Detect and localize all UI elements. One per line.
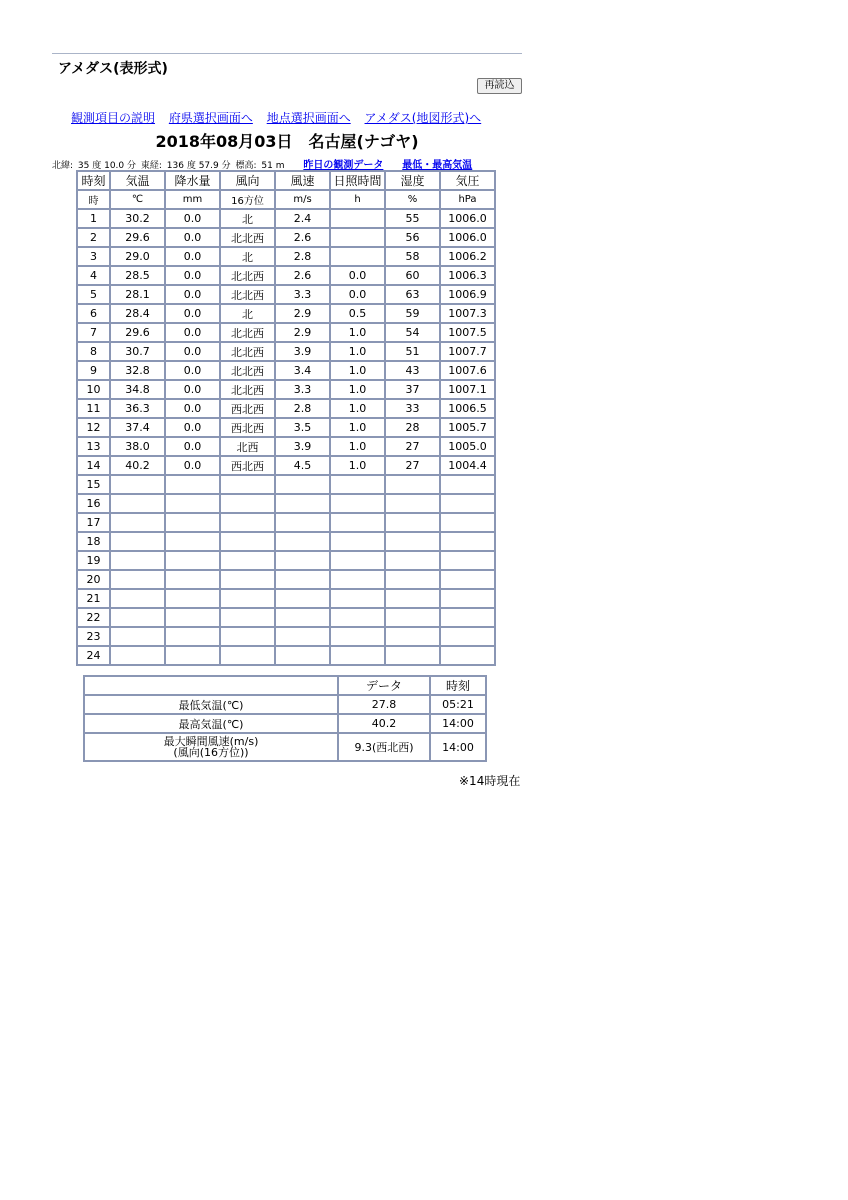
latitude-value: 35 度 10.0 分: [77, 161, 136, 171]
table-cell: [275, 494, 330, 513]
table-cell: 12: [77, 418, 110, 437]
table-cell: 1.0: [330, 437, 385, 456]
table-cell: 1007.1: [440, 380, 495, 399]
table-cell: 1006.9: [440, 285, 495, 304]
table-cell: 29.0: [110, 247, 165, 266]
summary-time: 14:00: [430, 714, 486, 733]
table-cell: 0.0: [165, 209, 220, 228]
table-cell: 40.2: [110, 456, 165, 475]
table-cell: 1.0: [330, 399, 385, 418]
table-cell: [220, 608, 275, 627]
table-cell: 63: [385, 285, 440, 304]
table-cell: 北: [220, 304, 275, 323]
table-cell: 北西: [220, 437, 275, 456]
table-cell: 1.0: [330, 323, 385, 342]
table-cell: 34.8: [110, 380, 165, 399]
table-cell: 22: [77, 608, 110, 627]
table-cell: [275, 646, 330, 665]
table-cell: [330, 646, 385, 665]
table-cell: 60: [385, 266, 440, 285]
table-cell: [165, 494, 220, 513]
table-cell: 1.0: [330, 380, 385, 399]
table-cell: 2.9: [275, 304, 330, 323]
table-cell: [220, 570, 275, 589]
table-cell: 3.9: [275, 342, 330, 361]
table-cell: 30.7: [110, 342, 165, 361]
table-cell: 北北西: [220, 342, 275, 361]
elevation-label: 標高:: [235, 161, 257, 171]
table-cell: 27: [385, 437, 440, 456]
table-cell: [110, 532, 165, 551]
summary-label: [84, 733, 338, 761]
table-cell: 55: [385, 209, 440, 228]
table-cell: [385, 589, 440, 608]
table-cell: [110, 646, 165, 665]
table-cell: 1006.2: [440, 247, 495, 266]
table-cell: 3.5: [275, 418, 330, 437]
table-cell: 14: [77, 456, 110, 475]
table-cell: 2.6: [275, 266, 330, 285]
table-cell: 28: [385, 418, 440, 437]
table-cell: 2: [77, 228, 110, 247]
table-cell: [440, 627, 495, 646]
table-row: [77, 209, 495, 228]
table-cell: [110, 627, 165, 646]
summary-row-min-temp: [84, 695, 486, 714]
summary-value: 9.3(西北西): [338, 733, 430, 761]
table-row: [77, 418, 495, 437]
table-cell: [275, 532, 330, 551]
table-cell: 1005.0: [440, 437, 495, 456]
table-cell: 30.2: [110, 209, 165, 228]
table-cell: [330, 589, 385, 608]
table-row: [77, 304, 495, 323]
table-cell: [220, 494, 275, 513]
table-cell: [385, 608, 440, 627]
table-cell: 1006.0: [440, 209, 495, 228]
table-cell: 0.0: [165, 323, 220, 342]
table-cell: [165, 627, 220, 646]
summary-label-line1: 最大瞬間風速(m/s): [163, 735, 259, 748]
table-cell: [440, 551, 495, 570]
table-cell: 27: [385, 456, 440, 475]
table-cell: 0.0: [165, 399, 220, 418]
table-cell: [110, 589, 165, 608]
table-cell: 11: [77, 399, 110, 418]
table-cell: 1007.3: [440, 304, 495, 323]
table-cell: 0.5: [330, 304, 385, 323]
table-cell: 1006.0: [440, 228, 495, 247]
table-cell: 1004.4: [440, 456, 495, 475]
table-cell: [440, 589, 495, 608]
table-cell: [440, 532, 495, 551]
table-cell: 0.0: [165, 304, 220, 323]
unit-cell: m/s: [275, 190, 330, 209]
table-cell: 3.4: [275, 361, 330, 380]
table-cell: [330, 247, 385, 266]
table-cell: [165, 589, 220, 608]
table-row: [77, 532, 495, 551]
longitude-value: 136 度 57.9 分: [166, 161, 231, 171]
table-cell: [330, 494, 385, 513]
header-cell: 風向: [220, 171, 275, 190]
table-cell: 4: [77, 266, 110, 285]
table-cell: 43: [385, 361, 440, 380]
table-cell: 29.6: [110, 323, 165, 342]
latitude-label: 北緯:: [52, 161, 74, 171]
table-row: [77, 437, 495, 456]
table-cell: 28.5: [110, 266, 165, 285]
unit-cell: hPa: [440, 190, 495, 209]
table-cell: [275, 570, 330, 589]
header-cell: 降水量: [165, 171, 220, 190]
unit-cell: h: [330, 190, 385, 209]
table-cell: 8: [77, 342, 110, 361]
table-cell: [165, 532, 220, 551]
table-cell: 1006.3: [440, 266, 495, 285]
table-cell: 17: [77, 513, 110, 532]
table-cell: 29.6: [110, 228, 165, 247]
table-cell: [330, 513, 385, 532]
table-cell: 北北西: [220, 266, 275, 285]
table-cell: 0.0: [165, 380, 220, 399]
table-cell: 1007.7: [440, 342, 495, 361]
table-cell: [275, 513, 330, 532]
unit-cell: 時: [77, 190, 110, 209]
table-cell: [385, 646, 440, 665]
table-cell: [220, 627, 275, 646]
table-cell: 37.4: [110, 418, 165, 437]
table-cell: [330, 627, 385, 646]
summary-row-max-temp: [84, 714, 486, 733]
table-cell: [110, 551, 165, 570]
table-row: [77, 475, 495, 494]
table-cell: 23: [77, 627, 110, 646]
table-cell: [220, 532, 275, 551]
table-row: [77, 646, 495, 665]
table-cell: 32.8: [110, 361, 165, 380]
table-cell: 3.9: [275, 437, 330, 456]
table-row: [77, 228, 495, 247]
table-cell: [440, 646, 495, 665]
table-row: [77, 247, 495, 266]
table-cell: 1007.5: [440, 323, 495, 342]
observation-table: [76, 170, 496, 666]
table-cell: 37: [385, 380, 440, 399]
header-cell: 時刻: [77, 171, 110, 190]
table-row: [77, 323, 495, 342]
table-cell: [385, 627, 440, 646]
table-cell: 13: [77, 437, 110, 456]
table-cell: [165, 551, 220, 570]
table-cell: [110, 513, 165, 532]
table-cell: 0.0: [165, 247, 220, 266]
table-cell: [165, 608, 220, 627]
table-cell: 0.0: [165, 437, 220, 456]
table-cell: [220, 646, 275, 665]
table-cell: 0.0: [330, 285, 385, 304]
reload-button[interactable]: 再読込: [477, 78, 522, 94]
unit-cell: ℃: [110, 190, 165, 209]
table-cell: 16: [77, 494, 110, 513]
table-cell: 21: [77, 589, 110, 608]
table-cell: [330, 475, 385, 494]
table-row: [77, 399, 495, 418]
table-cell: [220, 589, 275, 608]
table-cell: 西北西: [220, 399, 275, 418]
summary-label: 最低気温(℃): [84, 695, 338, 714]
table-cell: [110, 475, 165, 494]
table-cell: 北北西: [220, 380, 275, 399]
table-cell: 1.0: [330, 342, 385, 361]
table-cell: 36.3: [110, 399, 165, 418]
table-cell: 51: [385, 342, 440, 361]
table-cell: 1.0: [330, 418, 385, 437]
table-row: [77, 342, 495, 361]
table-cell: [440, 494, 495, 513]
header-cell: 気温: [110, 171, 165, 190]
table-cell: [275, 475, 330, 494]
location-info: [52, 156, 472, 171]
table-cell: 3.3: [275, 285, 330, 304]
table-cell: [110, 494, 165, 513]
table-cell: [440, 608, 495, 627]
header-cell: 気圧: [440, 171, 495, 190]
table-cell: [440, 475, 495, 494]
summary-header-cell: データ: [338, 676, 430, 695]
table-cell: [440, 513, 495, 532]
table-cell: 0.0: [165, 418, 220, 437]
table-cell: [440, 570, 495, 589]
table-cell: 北: [220, 209, 275, 228]
table-cell: 9: [77, 361, 110, 380]
header-cell: 風速: [275, 171, 330, 190]
header-cell: 湿度: [385, 171, 440, 190]
table-cell: 0.0: [330, 266, 385, 285]
table-cell: 1005.7: [440, 418, 495, 437]
table-cell: 西北西: [220, 456, 275, 475]
table-cell: 北: [220, 247, 275, 266]
table-cell: 24: [77, 646, 110, 665]
elevation-value: 51 m: [261, 161, 285, 171]
nav-link-amedas-map[interactable]: アメダス(地図形式)へ: [364, 111, 482, 125]
summary-label-line2: (風向(16方位)): [173, 746, 249, 759]
table-cell: 1.0: [330, 456, 385, 475]
table-cell: 北北西: [220, 323, 275, 342]
table-cell: 1007.6: [440, 361, 495, 380]
table-cell: 0.0: [165, 361, 220, 380]
table-cell: 2.4: [275, 209, 330, 228]
as-of-note: ※14時現在: [459, 774, 521, 788]
table-cell: 北北西: [220, 361, 275, 380]
table-cell: [110, 570, 165, 589]
table-cell: 56: [385, 228, 440, 247]
table-cell: 54: [385, 323, 440, 342]
table-cell: [110, 608, 165, 627]
summary-time: 05:21: [430, 695, 486, 714]
table-cell: 0.0: [165, 285, 220, 304]
table-cell: 28.1: [110, 285, 165, 304]
table-cell: [385, 532, 440, 551]
unit-cell: 16方位: [220, 190, 275, 209]
table-cell: 3.3: [275, 380, 330, 399]
nav-links: [71, 109, 491, 126]
table-cell: 西北西: [220, 418, 275, 437]
nav-link-item-description[interactable]: 観測項目の説明: [71, 111, 156, 125]
table-row: [77, 627, 495, 646]
table-cell: [275, 627, 330, 646]
summary-value: 40.2: [338, 714, 430, 733]
table-cell: 2.8: [275, 399, 330, 418]
table-cell: 2.6: [275, 228, 330, 247]
table-cell: [165, 570, 220, 589]
table-cell: [165, 513, 220, 532]
table-row: [77, 285, 495, 304]
unit-cell: mm: [165, 190, 220, 209]
table-cell: [330, 608, 385, 627]
table-cell: 6: [77, 304, 110, 323]
table-cell: [275, 608, 330, 627]
summary-header-row: [84, 676, 486, 695]
table-cell: 3: [77, 247, 110, 266]
table-cell: [220, 551, 275, 570]
table-cell: 59: [385, 304, 440, 323]
yesterday-data-link[interactable]: 昨日の観測データ: [303, 160, 384, 171]
table-cell: [220, 513, 275, 532]
table-cell: 2.8: [275, 247, 330, 266]
summary-label: 最高気温(℃): [84, 714, 338, 733]
table-cell: [165, 475, 220, 494]
table-cell: 4.5: [275, 456, 330, 475]
table-cell: [330, 570, 385, 589]
table-cell: [330, 209, 385, 228]
page-title: アメダス(表形式): [58, 61, 168, 77]
table-row: [77, 570, 495, 589]
table-cell: 38.0: [110, 437, 165, 456]
table-cell: 19: [77, 551, 110, 570]
summary-header-cell: 時刻: [430, 676, 486, 695]
table-cell: 18: [77, 532, 110, 551]
top-divider: [52, 53, 522, 54]
table-row: [77, 266, 495, 285]
table-cell: 1: [77, 209, 110, 228]
table-row: [77, 513, 495, 532]
table-cell: [220, 475, 275, 494]
table-cell: 北北西: [220, 228, 275, 247]
table-cell: [385, 494, 440, 513]
table-cell: [385, 475, 440, 494]
nav-link-station-select[interactable]: 地点選択画面へ: [266, 111, 351, 125]
table-cell: 58: [385, 247, 440, 266]
table-cell: 33: [385, 399, 440, 418]
table-cell: [385, 570, 440, 589]
table-cell: [385, 513, 440, 532]
table-cell: 15: [77, 475, 110, 494]
table-cell: 20: [77, 570, 110, 589]
summary-row-max-gust: [84, 733, 486, 761]
table-cell: 10: [77, 380, 110, 399]
table-cell: 5: [77, 285, 110, 304]
table-cell: [165, 646, 220, 665]
table-row: [77, 456, 495, 475]
table-row: [77, 380, 495, 399]
table-cell: 1.0: [330, 361, 385, 380]
table-cell: 2.9: [275, 323, 330, 342]
unit-cell: %: [385, 190, 440, 209]
table-row: [77, 361, 495, 380]
table-cell: 0.0: [165, 228, 220, 247]
table-row: [77, 494, 495, 513]
station-heading: 2018年08月03日 名古屋(ナゴヤ): [155, 132, 419, 151]
header-cell: 日照時間: [330, 171, 385, 190]
table-row: [77, 551, 495, 570]
table-cell: 7: [77, 323, 110, 342]
table-cell: 0.0: [165, 266, 220, 285]
table-cell: [275, 589, 330, 608]
table-unit-row: [77, 190, 495, 209]
table-row: [77, 589, 495, 608]
min-max-temp-link[interactable]: 最低・最高気温: [402, 160, 473, 171]
summary-time: 14:00: [430, 733, 486, 761]
summary-header-cell: [84, 676, 338, 695]
summary-value: 27.8: [338, 695, 430, 714]
table-cell: 28.4: [110, 304, 165, 323]
table-cell: [330, 532, 385, 551]
nav-link-prefecture-select[interactable]: 府県選択画面へ: [168, 111, 253, 125]
table-cell: [330, 551, 385, 570]
table-cell: 1006.5: [440, 399, 495, 418]
table-cell: 北北西: [220, 285, 275, 304]
table-cell: [330, 228, 385, 247]
table-row: [77, 608, 495, 627]
table-cell: [385, 551, 440, 570]
table-cell: [275, 551, 330, 570]
table-header-row: [77, 171, 495, 190]
longitude-label: 東経:: [140, 161, 162, 171]
table-cell: 0.0: [165, 456, 220, 475]
summary-table: [83, 675, 487, 762]
table-cell: 0.0: [165, 342, 220, 361]
